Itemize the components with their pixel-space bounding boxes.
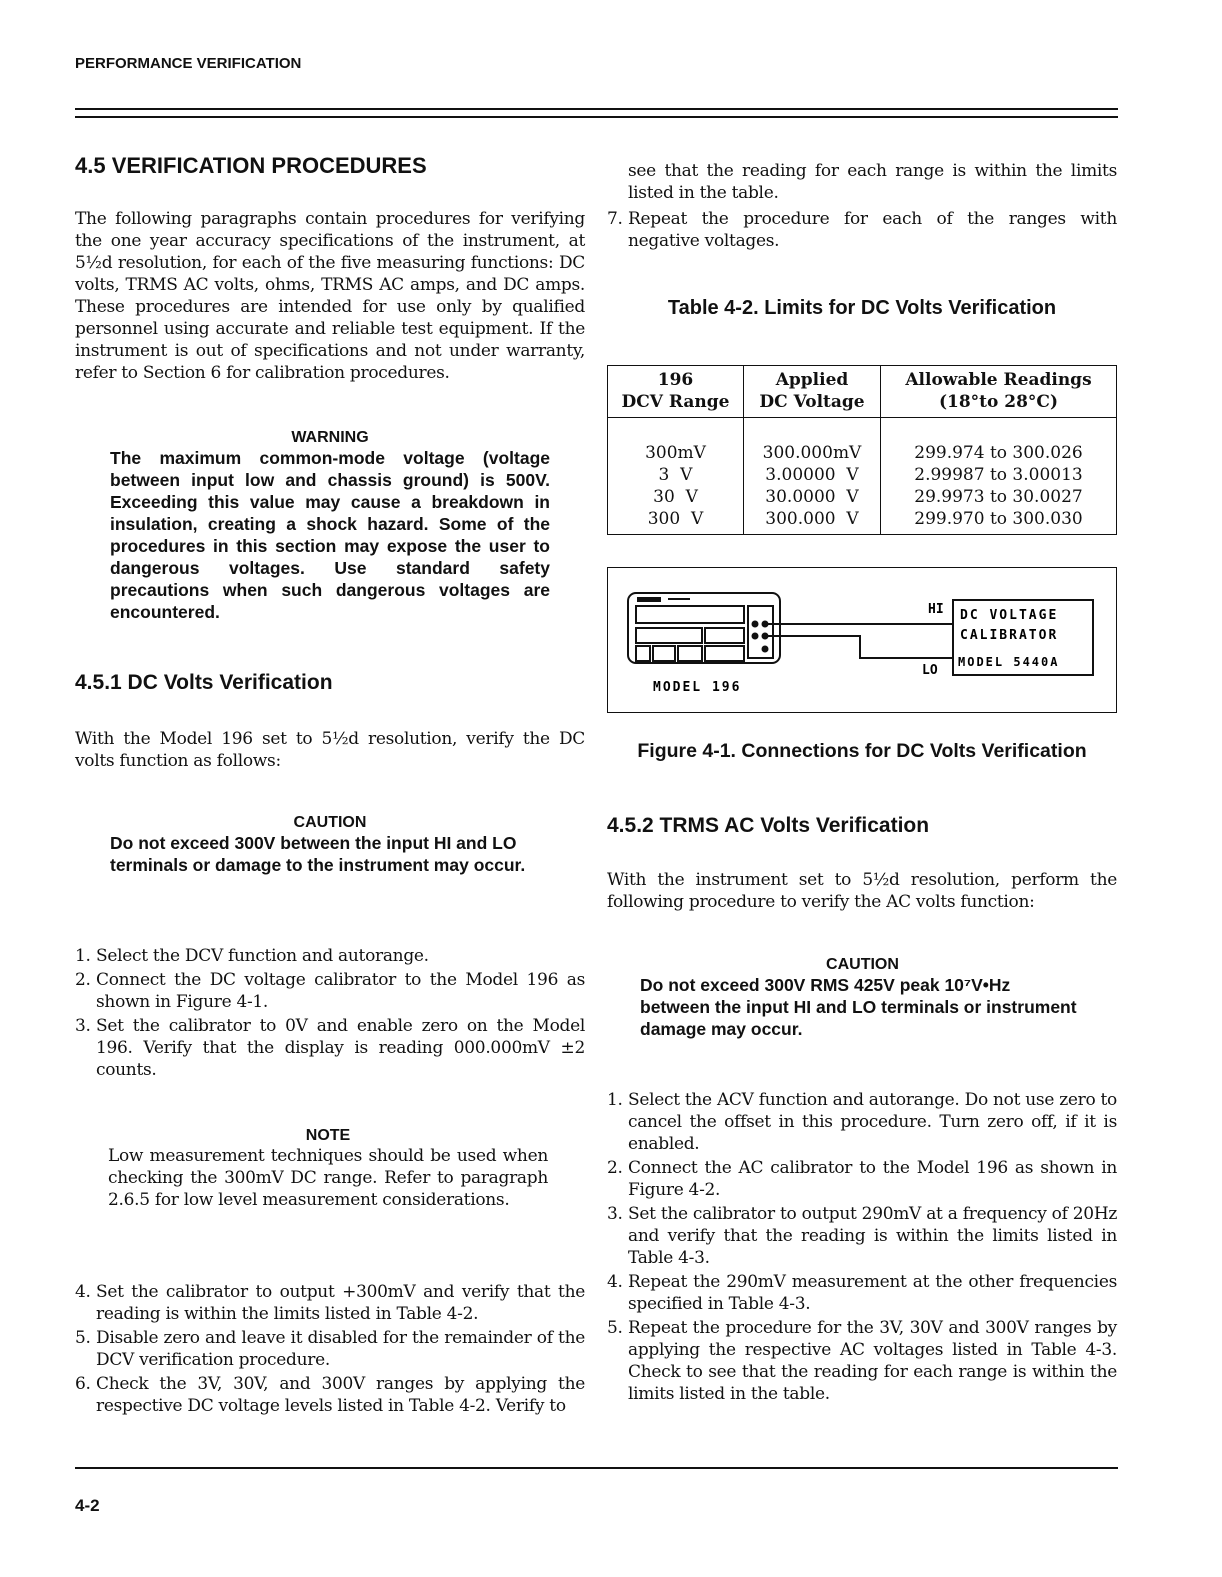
meter-label: MODEL 196 [653,680,742,695]
list-item: 6. Check the 3V, 30V, and 300V ranges by applying the respective DC voltage levels listed in Table 4-2. Verify to [75,1374,585,1416]
list-item: 5. Repeat the procedure for the 3V, 30V and 300V ranges by applying the respective AC voltages listed in Table 4-3. Check to see that the reading for each range is within the limits listed in the table. [607,1318,1117,1404]
caution-title: CAUTION [826,956,899,973]
dc-step-7 [607,208,1117,254]
section-heading-4-5-2: 4.5.2 TRMS AC Volts Verification [607,814,930,837]
figure-4-1-connection-diagram [607,567,1117,713]
table-header-row [608,366,1116,417]
section-heading-4-5: 4.5 VERIFICATION PROCEDURES [75,153,427,178]
dc-steps-1-3 [75,945,585,1083]
running-header: PERFORMANCE VERIFICATION [75,55,302,72]
list-item: 1. Select the ACV function and autorange. Do not use zero to cancel the offset in this procedure. Turn zero off, if it is enabled. [607,1090,1117,1154]
applied-column: 300.000mV 3.00000 V 30.0000 V 300.000 V [744,417,881,534]
figure-caption: Figure 4-1. Connections for DC Volts Verification [637,740,1087,762]
ac-steps [607,1089,1117,1407]
warning-title: WARNING [291,429,369,446]
footer-rule [75,1467,1118,1469]
calibrator-line-3: MODEL 5440A [958,655,1060,669]
hi-label: HI [928,602,944,617]
warning-box [110,429,550,623]
header-rule-bottom [75,116,1118,118]
step-6-continuation: see that the reading for each range is within the limits listed in the table. [628,161,1117,203]
column-header: 196 DCV Range [608,366,744,417]
warning-text: The maximum common-mode voltage (voltage between input low and chassis ground) is 500V. Exceeding this value may cause a breakdown in insulation, creating a shock hazard. Some of the procedures in this section may expose the user to dangerous voltages. Use standard safety precautions when such dangerous voltages are encountered. [110,448,550,622]
list-item: 4. Repeat the 290mV measurement at the other frequencies specified in Table 4-3. [607,1272,1117,1314]
dc-steps-4-6 [75,1281,585,1419]
page-number: 4-2 [75,1496,100,1515]
caution-title: CAUTION [293,814,367,831]
section-4-5-2-intro: With the instrument set to 5½d resolution, perform the following procedure to verify the AC volts function: [607,870,1117,912]
list-item: 4. Set the calibrator to output +300mV and verify that the reading is within the limits listed in Table 4-2. [75,1282,585,1324]
table-body [608,417,1116,534]
caution-text: Do not exceed 300V RMS 425V peak 10⁷V•Hz between the input HI and LO terminals or instrument damage may occur. [640,975,1077,1039]
section-heading-4-5-1: 4.5.1 DC Volts Verification [75,671,333,694]
note-title: NOTE [305,1127,351,1144]
table-title: Table 4-2. Limits for DC Volts Verification [667,297,1057,319]
range-column: 300mV 3 V 30 V 300 V [645,442,706,529]
list-item: 2. Connect the AC calibrator to the Model 196 as shown in Figure 4-2. [607,1158,1117,1200]
allowable-column: 299.974 to 300.026 2.99987 to 3.00013 29.9973 to 30.0027 299.970 to 300.030 [881,417,1117,534]
column-header: Allowable Readings (18°to 28°C) [881,366,1117,417]
list-item: 2. Connect the DC voltage calibrator to the Model 196 as shown in Figure 4-1. [75,970,585,1012]
calibrator-line-2: CALIBRATOR [960,628,1059,643]
header-rule-top [75,108,1118,110]
calibrator-line-1: DC VOLTAGE [960,608,1059,623]
test-leads [765,624,953,658]
section-4-5-1-intro: With the Model 196 set to 5½d resolution, verify the DC volts function as follows: [75,729,585,771]
list-item: 7. Repeat the procedure for each of the ranges with negative voltages. [607,209,1117,251]
note-box [108,1127,548,1211]
note-text: Low measurement techniques should be used when checking the 300mV DC range. Refer to paragraph 2.6.5 for low level measurement considerations. [108,1146,548,1210]
column-header: Applied DC Voltage [744,366,881,417]
section-4-5-paragraph: The following paragraphs contain procedures for verifying the one year accuracy specifications of the instrument, at 5½d resolution, for each of the five measuring functions: DC volts, TRMS AC volts, ohms, TRMS AC amps, and DC amps. These procedures are intended for use only by qualified personnel using accurate and reliable test equipment. If the instrument is out of specifications and not under warranty, refer to Section 6 for calibration procedures. [75,209,585,383]
list-item: 3. Set the calibrator to output 290mV at a frequency of 20Hz and verify that the reading is within the limits listed in Table 4-3. [607,1204,1117,1268]
lo-label: LO [922,663,938,678]
list-item: 3. Set the calibrator to 0V and enable zero on the Model 196. Verify that the display is reading 000.000mV ±2 counts. [75,1016,585,1080]
list-item: 5. Disable zero and leave it disabled for the remainder of the DCV verification procedure. [75,1328,585,1370]
list-item: 1. Select the DCV function and autorange. [75,946,429,966]
caution-box-dc [110,814,550,876]
caution-text: Do not exceed 300V between the input HI and LO terminals or damage to the instrument may occur. [110,833,526,875]
model-196-meter-icon [628,593,780,663]
caution-box-ac [640,956,1085,1040]
dc-limits-table [607,365,1117,535]
